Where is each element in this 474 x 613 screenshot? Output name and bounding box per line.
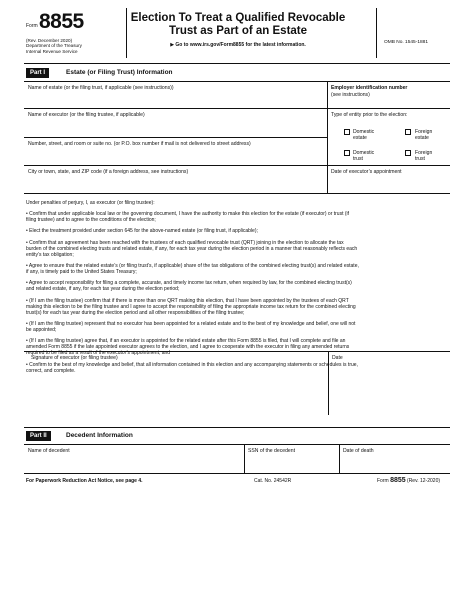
signature-top-rule [24,351,450,352]
decedent-name-field[interactable] [26,456,242,472]
part-1-badge: Part I [26,68,49,78]
foreign-trust-label-1: Foreign [415,150,433,156]
foreign-trust-option [415,150,432,162]
title-line-1: Election To Treat a Qualified Revocable [130,12,346,24]
domestic-trust-option [353,150,374,162]
footer-form-word: Form [377,478,389,484]
paperwork-notice: For Paperwork Reduction Act Notice, see page 4. [26,478,143,484]
form-revision-block [26,38,82,54]
signature-date-label: Date [332,355,343,361]
foreign-estate-checkbox[interactable] [405,129,411,135]
foreign-trust-label-2: trust [415,156,425,162]
row-2-rule [24,137,327,138]
header-divider-left [126,8,127,58]
header-bottom-rule [24,63,450,64]
executor-name-label: Name of executor (or the filing trustee, if applicable) [28,112,145,118]
statement-paragraph-6: • (If I am the filing trustee) confirm that if there is more than one QRT making this election, that I have been appointed by the trustees of each QRT making this election to be the filing trustee and I agree to accept the responsibility of filing the appropriate income tax return for the combined electing trust(s) for each tax year during the election period and all other responsibilities of the filing trustee; [26,297,356,316]
foreign-estate-label-2: estate [415,135,429,141]
statement-paragraph-4: • Agree to ensure that the related estate’s (or filing trust’s, if applicable) share of the tax obligations of the combined electing trust(s) and related estate, if any, is timely paid to the United States Treasury; [26,263,359,276]
signature-date-field[interactable] [330,362,448,414]
statement-paragraph-3: • Confirm that an agreement has been reached with the trustees of each qualified revocable trust (QRT) joining in the election to allocate the tax burden of the combined electing trusts and related estate, if any, for each tax year during the election period in a manner that reasonably reflects each entity’s tax obligation; [26,239,358,258]
department-name: Department of the Treasury [26,43,82,49]
domestic-trust-label-2: trust [353,156,363,162]
part-2-top-rule [24,427,450,428]
perjury-statement [26,200,450,379]
form-title [128,12,348,37]
foreign-trust-checkbox[interactable] [405,150,411,156]
date-of-death-label: Date of death [343,448,374,454]
statement-paragraph-7: • (If I am the filing trustee) represent that no executor has been appointed for a related estate and to the best of my knowledge and belief, one will not be appointed; [26,320,356,334]
dod-divider [339,444,340,473]
foreign-estate-option [415,129,432,141]
statement-paragraph-5: • Agree to accept responsibility for filing a complete, accurate, and timely income tax return, when required by law, for the combined electing trust(s) and related estate, if any, for each tax year during the election period; [26,280,352,293]
title-line-2: Trust as Part of an Estate [168,24,308,37]
city-state-zip-label: City or town, state, and ZIP code (if a foreign address, see instructions) [28,169,189,175]
signature-label: Signature of executor (or filing trustee) [31,355,118,361]
ssn-divider [244,444,245,473]
statement-paragraph-2: • Elect the treatment provided under section 645 for the above-named estate (or filing trust, if applicable); [26,228,258,235]
part-2-bottom-rule [24,473,450,474]
decedent-ssn-label: SSN of the decedent [248,448,296,454]
foreign-estate-label-1: Foreign [415,129,433,135]
domestic-estate-label-1: Domestic [353,129,375,135]
signature-date-divider [328,351,329,415]
service-name: Internal Revenue Service [26,48,78,54]
domestic-trust-checkbox[interactable] [344,150,350,156]
estate-name-label: Name of estate (or the filing trust, if applicable (see instructions)) [28,85,174,91]
domestic-trust-label-1: Domestic [353,150,375,156]
right-column-divider [327,81,328,193]
statement-paragraph-8: • (If I am the filing trustee) agree that, if an executor is appointed for the related estate after this Form 8855 is filed, that I will complete and file an amended Form 8855 if the late appointed executor agrees to the election, and I agree to cooperate with the executor in filing any amended returns required to be filed as a result of the executor’s appointment; and [26,338,350,357]
part-2-header-rule [24,444,450,445]
part-1-title: Estate (or Filing Trust) Information [66,69,173,76]
date-of-death-field[interactable] [341,456,449,472]
footer-form-number: 8855 [390,477,406,484]
part-1-rule [24,81,450,82]
catalog-number: Cat. No. 24542R [254,478,292,484]
statement-paragraph-9: • Confirm to the best of my knowledge and belief, that all information contained in this election and any accompanying statements or schedules is true, correct, and complete. [26,361,358,374]
domestic-estate-label-2: estate [353,135,367,141]
footer-revision: (Rev. 12-2020) [407,478,441,484]
part-2-title: Decedent Information [66,432,133,439]
appointment-date-label: Date of executor’s appointment [331,169,402,175]
form-number: 8855 [39,10,84,33]
decedent-name-label: Name of decedent [28,448,70,454]
perjury-intro: Under penalties of perjury, I, as executor (or filing trustee): [26,200,155,206]
row-3-rule [24,165,450,166]
part-1-bottom-rule [24,193,450,194]
goto-instructions: ▶ Go to www.irs.gov/Form8855 for the latest information. [170,42,306,48]
part-2-badge: Part II [26,431,51,441]
signature-field[interactable] [26,362,326,414]
omb-number: OMB No. 1545-1881 [384,40,428,45]
statement-paragraph-1: • Confirm that under applicable local law or the governing document, I have the authority to make this election for the estate (if executor) or trust (if filing trustee) and to agree to the conditions of the election; [26,211,350,224]
header-divider-right [376,8,377,58]
domestic-estate-option [353,129,374,141]
entity-type-label: Type of entity prior to the election: [331,112,408,118]
decedent-ssn-field[interactable] [246,456,338,472]
footer-form-id [377,477,440,484]
street-address-label: Number, street, and room or suite no. (or P.O. box number if mail is not delivered to street address) [28,141,251,147]
revision-date: (Rev. December 2020) [26,38,73,43]
ein-sub-label: (see instructions) [331,92,370,98]
row-1-rule [24,108,450,109]
domestic-estate-checkbox[interactable] [344,129,350,135]
ein-label: Employer identification number [331,85,408,91]
form-label: Form [26,23,38,29]
